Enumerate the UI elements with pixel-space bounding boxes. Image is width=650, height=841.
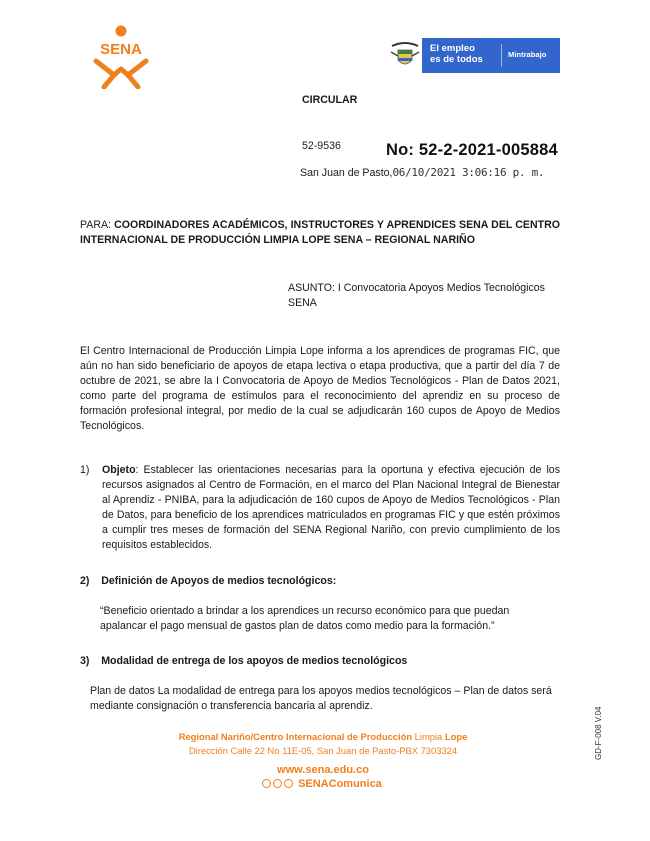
section-title: Definición de Apoyos de medios tecnológicos: bbox=[101, 575, 337, 587]
place: San Juan de Pasto, bbox=[300, 167, 393, 179]
document-code: 52-9536 bbox=[302, 140, 341, 152]
footer-organization bbox=[80, 731, 566, 742]
footer-org-part3: Lope bbox=[444, 731, 468, 742]
section-title: Modalidad de entrega de los apoyos de medios tecnológicos bbox=[101, 655, 408, 667]
timestamp: 06/10/2021 3:06:16 p. m. bbox=[392, 166, 545, 179]
section-number: 1) bbox=[80, 464, 90, 476]
section-number: 3) bbox=[80, 655, 90, 667]
gov-divider bbox=[501, 44, 502, 67]
gov-slogan-line1: El empleo bbox=[430, 43, 475, 54]
para-text: COORDINADORES ACADÉMICOS, INSTRUCTORES Y APRENDICES SENA DEL CENTRO INTERNACIONAL DE PRODUCCIÓN LIMPIA LOPE SENA – REGIONAL NARIÑO bbox=[80, 219, 560, 246]
gov-slogan bbox=[430, 43, 500, 65]
place-date bbox=[300, 165, 544, 181]
section-objeto bbox=[80, 463, 560, 553]
intro-paragraph: El Centro Internacional de Producción Limpia Lope informa a los aprendices de programas FIC, que aún no han sido beneficiario de apoyos de etapa lectiva o etapa productiva, que a partir del día 7 de octubre de 2021, se abre la I Convocatoria de Apoyo de Medios Tecnológicos - Plan de Datos 2021, como parte del programa de estímulos para el reconocimiento del aprendiz en su proceso de formación profesional integral, por medio de la cual se adjudicarán 160 cupos de Apoyo de Medios Tecnológicos. bbox=[80, 345, 560, 432]
radicado-number: No: 52-2-2021-005884 bbox=[386, 141, 558, 159]
colombia-coat-of-arms-icon bbox=[388, 38, 422, 73]
gov-ministry: Mintrabajo bbox=[508, 50, 547, 59]
footer-website: www.sena.edu.co bbox=[277, 764, 369, 776]
subject bbox=[288, 281, 558, 311]
section-definicion bbox=[80, 574, 560, 589]
facebook-icon bbox=[262, 779, 271, 788]
section-text: : Establecer las orientaciones necesarias para la oportuna y efectiva ejecución de los recursos asignados al Centro de Formación, en el marco del Plan Nacional Integral de Bienestar al Aprendiz - PNIBA, para la adjudicación de 160 cupos de Apoyo de Medios Tecnológicos - Plan de Datos, para beneficio de los aprendices matriculados en programas FIC y que estén próximos a cumplir tres meses de formación del SENA Regional Nariño, con previo cumplimiento de los requisitos establecidos. bbox=[102, 464, 560, 551]
section-title: Objeto bbox=[102, 464, 136, 476]
form-code: GD-F-008 V.04 bbox=[594, 706, 603, 760]
document-type: CIRCULAR bbox=[302, 94, 358, 106]
section-number: 2) bbox=[80, 575, 90, 587]
section-modalidad-text: Plan de datos La modalidad de entrega para los apoyos medios tecnológicos – Plan de datos será mediante consignación o transferencia bancaria al aprendiz. bbox=[90, 685, 552, 712]
gov-slogan-line2: es de todos bbox=[430, 54, 483, 65]
footer-social bbox=[262, 778, 402, 790]
twitter-icon bbox=[273, 779, 282, 788]
instagram-icon bbox=[284, 779, 293, 788]
footer-org-part1: Regional Nariño/Centro Internacional de Producción bbox=[178, 731, 415, 742]
definition-quote: “Beneficio orientado a brindar a los aprendices un recurso económico para que puedan apalancar el pago mensual de gastos plan de datos como medio para la formación.” bbox=[100, 605, 510, 632]
recipients bbox=[80, 218, 560, 248]
social-handle: SENAComunica bbox=[298, 778, 382, 790]
asunto-text: I Convocatoria Apoyos Medios Tecnológicos SENA bbox=[288, 282, 545, 309]
asunto-label: ASUNTO: bbox=[288, 282, 335, 294]
government-banner bbox=[388, 38, 560, 73]
footer-address: Dirección Calle 22 No 11E-05, San Juan de Pasto-PBX 7303324 bbox=[188, 745, 458, 756]
footer-org-part2: Limpia bbox=[414, 731, 445, 742]
section-modalidad bbox=[80, 654, 560, 669]
sena-logo bbox=[90, 23, 152, 89]
sena-logo-text: SENA bbox=[100, 41, 142, 58]
para-label: PARA: bbox=[80, 219, 112, 231]
